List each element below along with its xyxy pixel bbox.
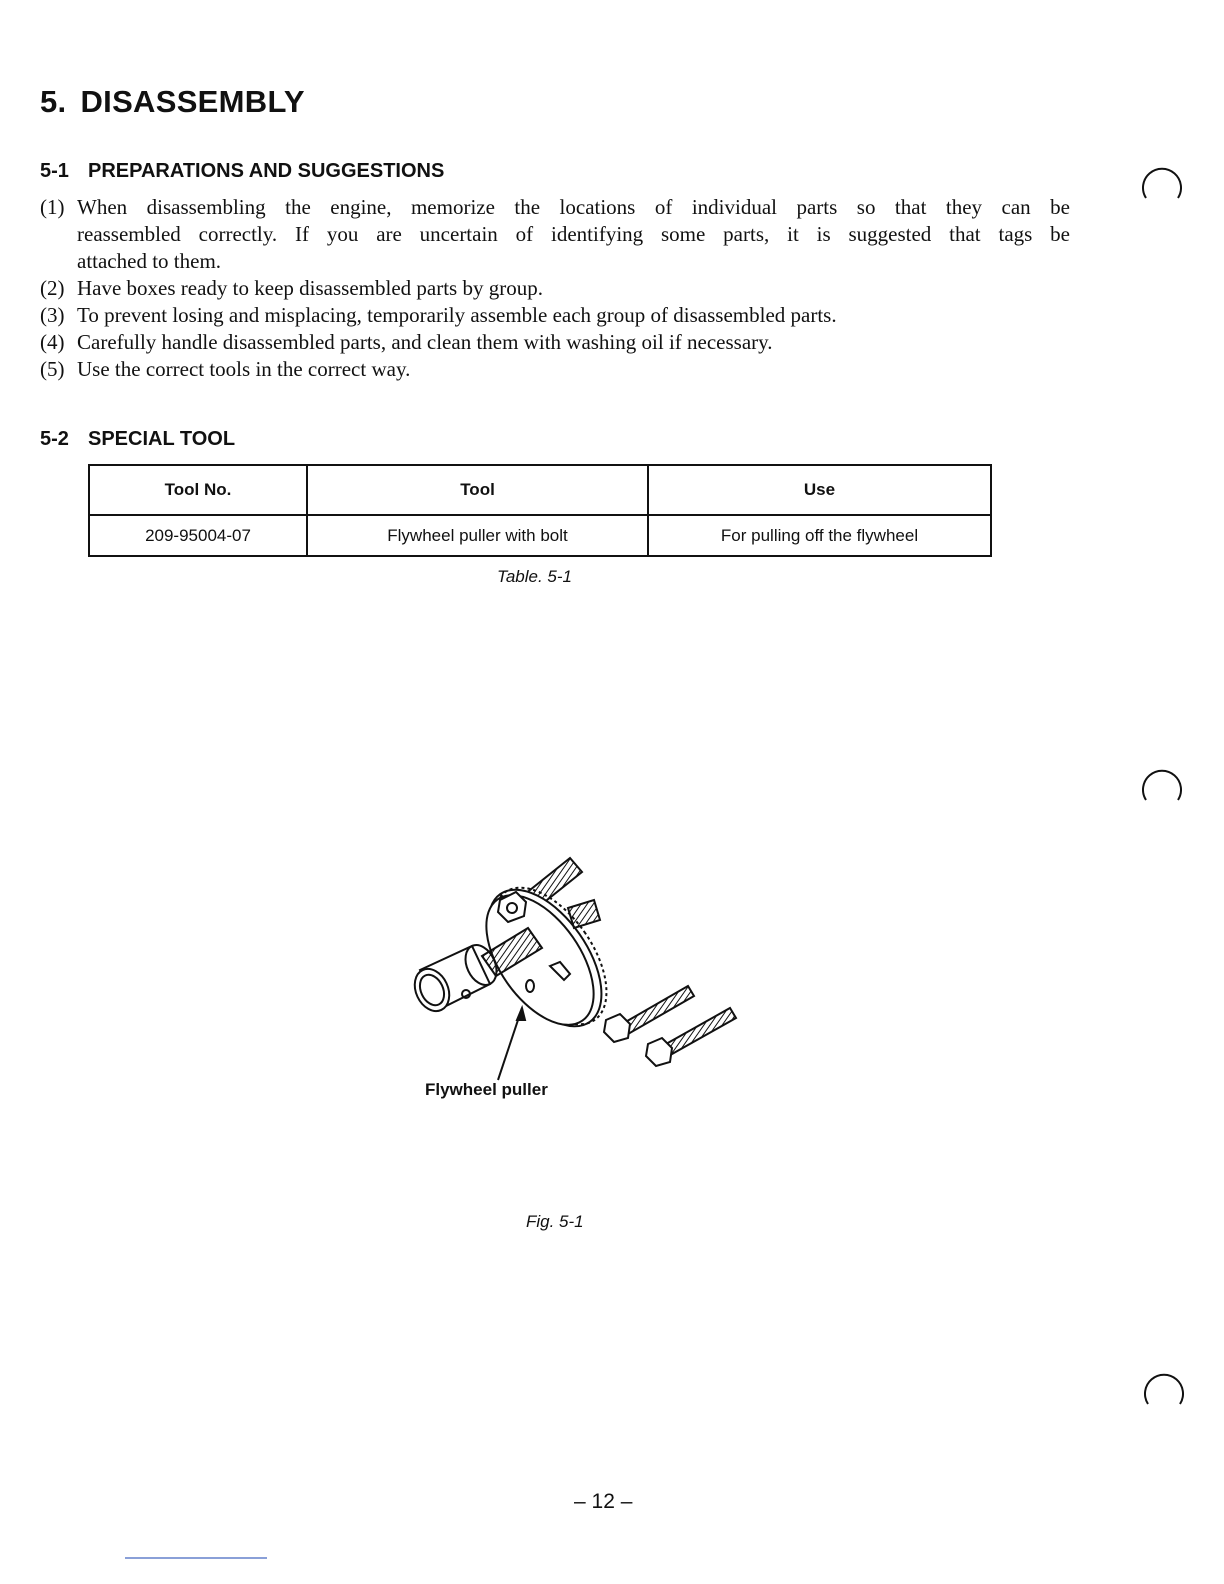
section-heading-special-tool bbox=[40, 428, 235, 451]
list-item-number: (5) bbox=[40, 357, 65, 381]
cell-tool: Flywheel puller with bolt bbox=[307, 515, 648, 556]
section-number: 5-2 bbox=[40, 428, 69, 450]
column-header-tool: Tool bbox=[307, 465, 648, 515]
figure-label: Flywheel puller bbox=[425, 1080, 548, 1099]
flywheel-puller-illustration bbox=[400, 848, 750, 1088]
list-item bbox=[40, 275, 1070, 302]
list-item bbox=[40, 302, 1070, 329]
binder-hole-icon bbox=[1140, 158, 1182, 204]
list-item-line: attached to them. bbox=[77, 249, 222, 273]
column-header-tool-no: Tool No. bbox=[89, 465, 307, 515]
list-item bbox=[40, 194, 1070, 275]
list-item-text: Use the correct tools in the correct way. bbox=[77, 357, 411, 381]
page-number: – 12 – bbox=[574, 1490, 633, 1513]
list-item-text: Have boxes ready to keep disassembled parts by group. bbox=[77, 276, 543, 300]
list-item-line: When disassembling the engine, memorize the locations of individual parts so that they can be bbox=[77, 195, 1070, 219]
binder-hole-icon bbox=[1142, 1364, 1184, 1410]
figure-caption: Fig. 5-1 bbox=[526, 1212, 584, 1231]
chapter-number: 5. bbox=[40, 84, 67, 119]
footer-rule bbox=[125, 1557, 267, 1559]
column-header-use: Use bbox=[648, 465, 991, 515]
table-row bbox=[89, 515, 991, 556]
section-heading-preparations bbox=[40, 160, 444, 183]
list-item-number: (4) bbox=[40, 330, 65, 354]
list-item-text: Carefully handle disassembled parts, and clean them with washing oil if necessary. bbox=[77, 330, 773, 354]
table-header-row bbox=[89, 465, 991, 515]
section-title: SPECIAL TOOL bbox=[88, 428, 236, 450]
chapter-title: DISASSEMBLY bbox=[80, 84, 305, 119]
preparations-list bbox=[40, 194, 1070, 383]
section-title: PREPARATIONS AND SUGGESTIONS bbox=[88, 160, 445, 182]
list-item bbox=[40, 329, 1070, 356]
list-item-text: To prevent losing and misplacing, temporarily assemble each group of disassembled parts. bbox=[77, 303, 837, 327]
list-item-text bbox=[77, 194, 1070, 275]
list-item bbox=[40, 356, 1070, 383]
cell-tool-no: 209-95004-07 bbox=[89, 515, 307, 556]
list-item-number: (3) bbox=[40, 303, 65, 327]
table-caption: Table. 5-1 bbox=[497, 567, 572, 586]
page-title bbox=[40, 84, 305, 120]
list-item-line: reassembled correctly. If you are uncertain of identifying some parts, it is suggested that tags be bbox=[77, 222, 1070, 246]
list-item-number: (1) bbox=[40, 195, 65, 219]
section-number: 5-1 bbox=[40, 160, 69, 182]
binder-hole-icon bbox=[1140, 760, 1182, 806]
list-item-number: (2) bbox=[40, 276, 65, 300]
special-tool-table bbox=[88, 464, 992, 557]
cell-use: For pulling off the flywheel bbox=[648, 515, 991, 556]
